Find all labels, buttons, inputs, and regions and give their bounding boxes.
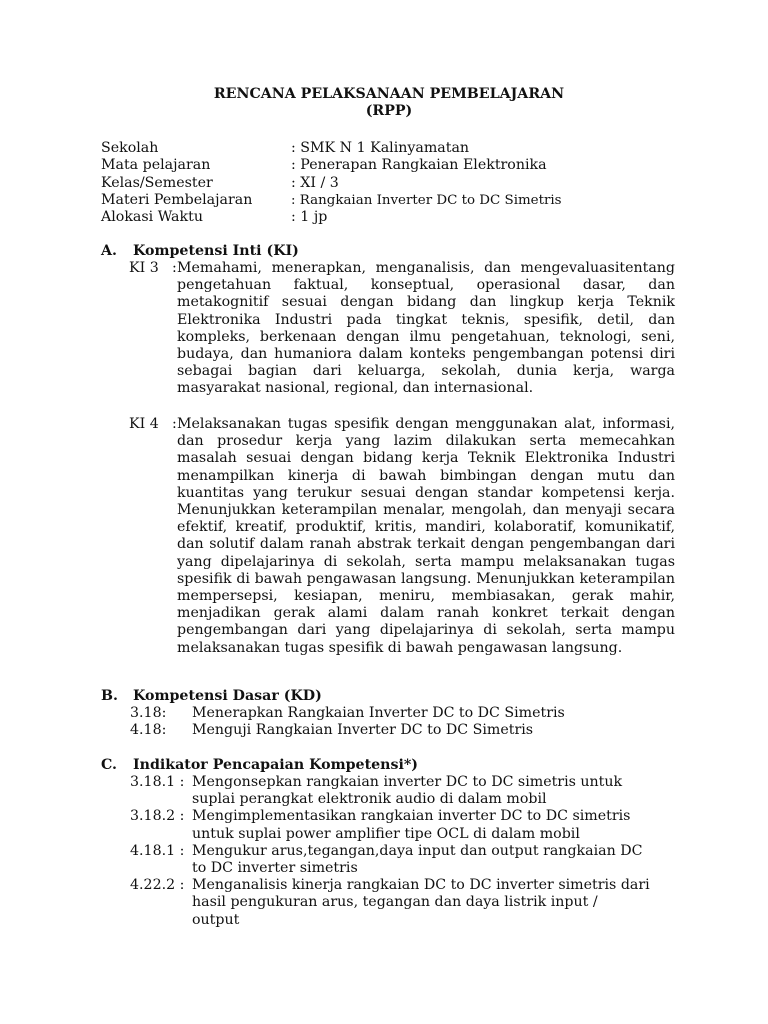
kd-text: Menguji Rangkaian Inverter DC to DC Simetris (192, 722, 534, 739)
kd-item (130, 705, 690, 722)
indicator-code: 4.22.2 : (130, 877, 185, 894)
indicator-item (130, 843, 675, 877)
ki-text: Melaksanakan tugas spesifik dengan menggunakan alat, informasi, dan prosedur kerja yang lazim dilakukan serta memecahkan masalah sesuai dengan bidang kerja Teknik Elektronika Industri menampilkan kinerja di bawah bimbingan dengan mutu dan kuantitas yang terukur sesuai dengan standar kompetensi kerja. Menunjukkan keterampilan menalar, mengolah, dan menyaji secara efektif, kreatif, produktif, kritis, mandiri, kolaboratif, komunikatif, dan solutif dalam ranah abstrak terkait dengan pengembangan dari yang dipelajarinya di sekolah, serta mampu melaksanakan tugas spesifik di bawah pengawasan langsung. Menunjukkan keterampilan mempersepsi, kesiapan, meniru, membiasakan, gerak mahir, menjadikan gerak alami dalam ranah konkret terkait dengan pengembangan dari yang dipelajarinya di sekolah, serta mampu melaksanakan tugas spesifik di bawah pengawasan langsung. (177, 416, 675, 656)
meta-value: : Penerapan Rangkaian Elektronika (291, 157, 547, 174)
indicator-text (192, 877, 675, 929)
document-title (0, 86, 768, 120)
kd-code: 4.18: (130, 722, 167, 739)
section-c-heading (101, 757, 418, 774)
indicator-code: 4.18.1 : (130, 842, 185, 859)
indicator-line: Mengukur arus,tegangan,daya input dan output rangkaian DC (192, 842, 643, 859)
identity-table (101, 140, 661, 226)
meta-label: Materi Pembelajaran (101, 191, 253, 208)
meta-row-material (101, 192, 661, 209)
ki-3-item (129, 260, 675, 398)
meta-label: Mata pelajaran (101, 157, 211, 174)
section-letter: B. (101, 688, 118, 704)
ki-text: Memahami, menerapkan, menganalisis, dan mengevaluasitentang pengetahuan faktual, konseptual, operasional dasar, dan metakognitif sesuai dengan bidang dan lingkup kerja Teknik Elektronika Industri pada tingkat teknis, spesifik, detil, dan kompleks, berkenaan dengan ilmu pengetahuan, teknologi, seni, budaya, dan humaniora dalam konteks pengembangan potensi diri sebagai bagian dari keluarga, sekolah, dunia kerja, warga masyarakat nasional, regional, dan internasional. (177, 260, 675, 397)
indicator-line: hasil pengukuran arus, tegangan dan daya listrik input / (192, 894, 598, 911)
title-line-2: (RPP) (365, 103, 413, 119)
meta-label: Kelas/Semester (101, 174, 213, 191)
meta-label: Alokasi Waktu (101, 209, 203, 226)
ki-colon: : (172, 416, 177, 432)
indicator-line: suplai perangkat elektronik audio di dalam mobil (192, 791, 547, 808)
indicator-text (192, 843, 675, 877)
ki-colon: : (172, 260, 177, 276)
meta-label: Sekolah (101, 140, 159, 156)
indicator-list (130, 774, 675, 929)
indicator-text (192, 774, 675, 808)
indicator-line: Menganalisis kinerja rangkaian DC to DC inverter simetris dari (192, 877, 650, 894)
indicator-line: Mengimplementasikan rangkaian inverter DC to DC simetris (192, 808, 631, 825)
section-a-heading (101, 243, 299, 260)
indicator-code: 3.18.2 : (130, 808, 185, 825)
ki-4-item (129, 416, 675, 657)
section-letter: C. (101, 757, 117, 773)
kd-item (130, 722, 690, 739)
indicator-line: Mengonsepkan rangkaian inverter DC to DC simetris untuk (192, 774, 623, 790)
meta-value: : XI / 3 (291, 174, 339, 191)
kd-text: Menerapkan Rangkaian Inverter DC to DC Simetris (192, 705, 565, 721)
indicator-text (192, 808, 675, 842)
indicator-code: 3.18.1 : (130, 774, 185, 790)
meta-value: : 1 jp (291, 209, 328, 226)
indicator-line: output (192, 911, 240, 928)
ki-label: KI 3 (129, 260, 159, 276)
meta-value: : Rangkaian Inverter DC to DC Simetris (291, 192, 562, 208)
meta-row-subject (101, 157, 661, 174)
section-letter: A. (101, 243, 117, 259)
indicator-item (130, 774, 675, 808)
indicator-item (130, 808, 675, 842)
meta-row-time (101, 209, 661, 226)
section-title: Indikator Pencapaian Kompetensi*) (133, 757, 418, 773)
section-b-heading (101, 688, 322, 705)
kd-code: 3.18: (130, 705, 167, 721)
kd-list (130, 705, 690, 740)
section-title: Kompetensi Dasar (KD) (133, 688, 322, 704)
meta-value: : SMK N 1 Kalinyamatan (291, 140, 470, 156)
meta-row-school (101, 140, 661, 157)
title-line-1: RENCANA PELAKSANAAN PEMBELAJARAN (213, 86, 565, 102)
indicator-item (130, 877, 675, 929)
section-title: Kompetensi Inti (KI) (133, 243, 299, 259)
ki-label: KI 4 (129, 416, 159, 432)
meta-row-class (101, 175, 661, 192)
indicator-line: to DC inverter simetris (192, 860, 358, 877)
indicator-line: untuk suplai power amplifier tipe OCL di dalam mobil (192, 825, 580, 842)
